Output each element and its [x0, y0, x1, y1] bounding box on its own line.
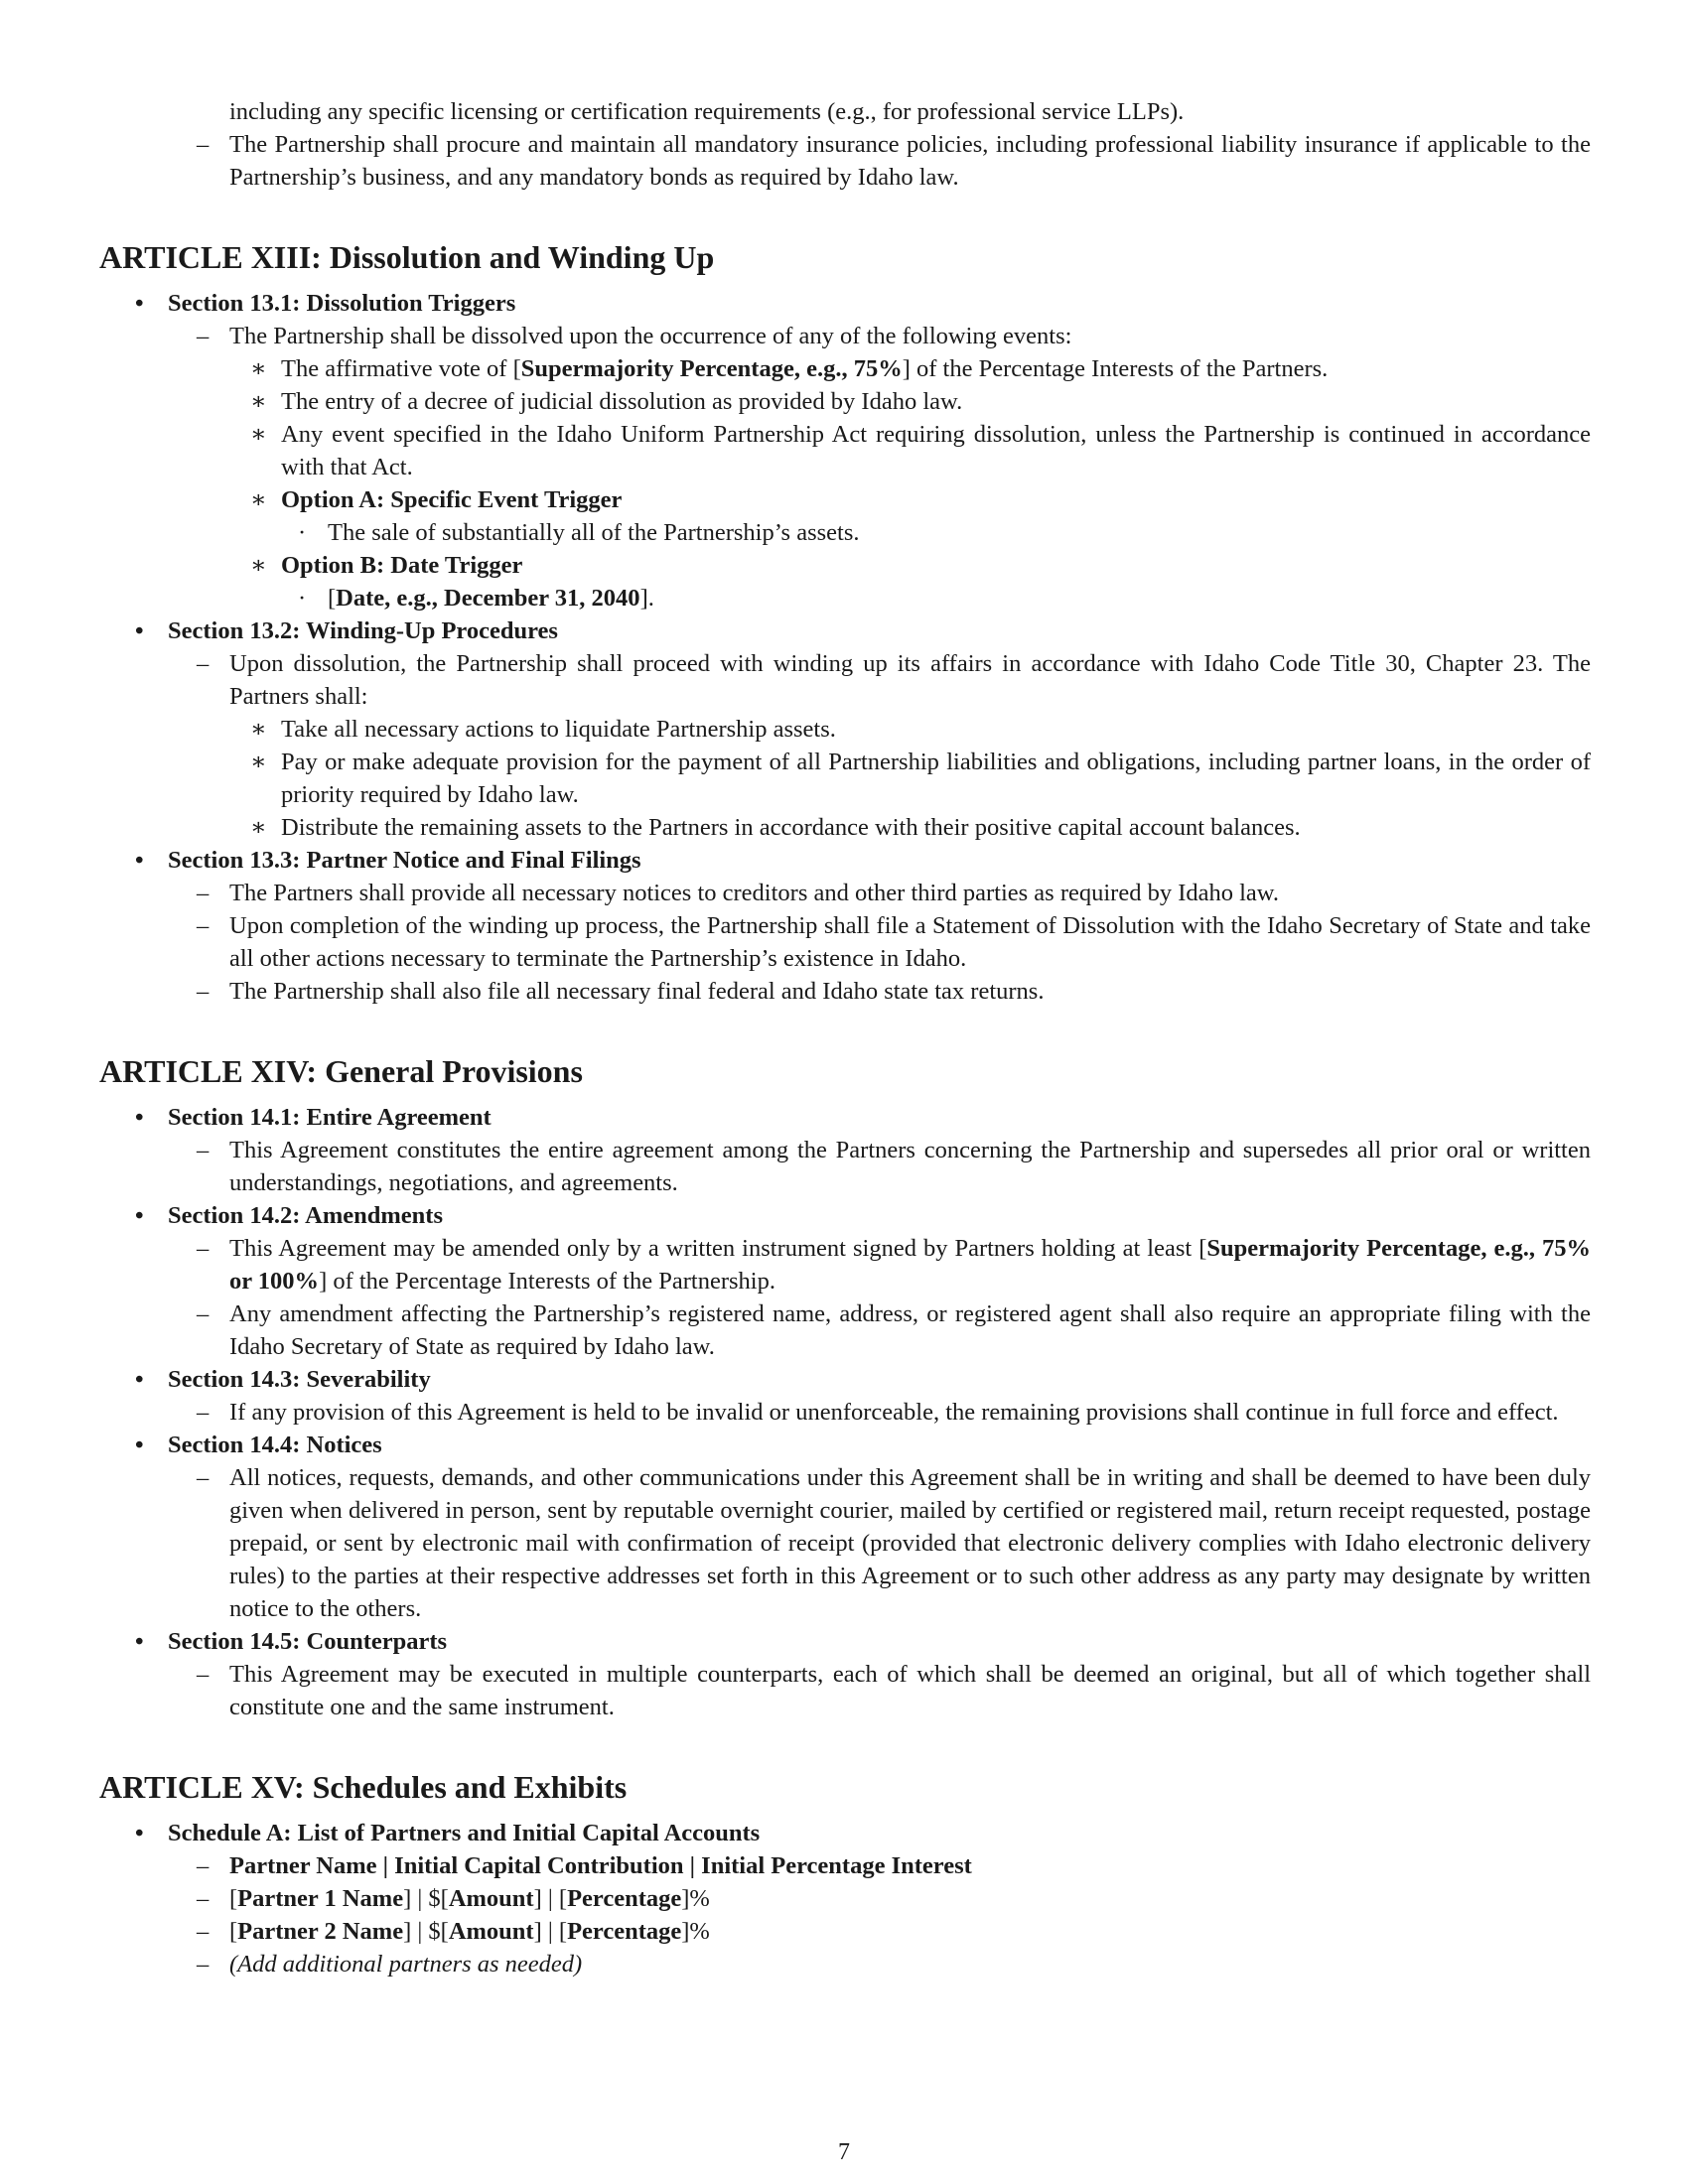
schedule-row: – [Partner 1 Name] | $[Amount] | [Percentage]%: [197, 1885, 710, 1912]
section-13-3-title: • Section 13.3: Partner Notice and Final Filings: [135, 847, 641, 874]
list-item: ∗ Option B: Date Trigger: [250, 552, 523, 579]
list-item: – Any amendment affecting the Partnership’s registered name, address, or registered agent shall also require an appropriate filing with the Idaho Secretary of State as required by Idaho law.: [197, 1300, 1591, 1360]
list-item: · The sale of substantially all of the Partnership’s assets.: [298, 519, 860, 546]
section-14-3-title: • Section 14.3: Severability: [135, 1366, 431, 1393]
schedule-row: – [Partner 2 Name] | $[Amount] | [Percentage]%: [197, 1918, 710, 1945]
schedule-header: – Partner Name | Initial Capital Contribution | Initial Percentage Interest: [197, 1852, 972, 1879]
list-item: ∗ The affirmative vote of [Supermajority Percentage, e.g., 75%] of the Percentage Interests of the Partners.: [250, 355, 1329, 382]
section-13-2-title: • Section 13.2: Winding-Up Procedures: [135, 617, 558, 644]
list-item: · [Date, e.g., December 31, 2040].: [298, 585, 654, 612]
section-14-2-title: • Section 14.2: Amendments: [135, 1202, 443, 1229]
section-14-1-title: • Section 14.1: Entire Agreement: [135, 1104, 492, 1131]
list-item: – This Agreement may be executed in multiple counterparts, each of which shall be deemed an original, but all of which together shall constitute one and the same instrument.: [197, 1661, 1591, 1720]
page-number: 7: [838, 2139, 850, 2165]
list-item: – If any provision of this Agreement is held to be invalid or unenforceable, the remaining provisions shall continue in full force and effect.: [197, 1399, 1559, 1426]
list-item: ∗ Take all necessary actions to liquidate Partnership assets.: [250, 716, 836, 743]
list-item: – The Partnership shall be dissolved upon the occurrence of any of the following events:: [197, 323, 1072, 349]
article-13-heading: ARTICLE XIII: Dissolution and Winding Up: [99, 239, 715, 275]
section-14-4-title: • Section 14.4: Notices: [135, 1432, 382, 1458]
dash-marker: –: [197, 131, 210, 158]
document-page: [99, 95, 1591, 1980]
list-item: – Upon completion of the winding up process, the Partnership shall file a Statement of Dissolution with the Idaho Secretary of State and take all other actions necessary to terminate the Partnership’s existence in Idaho.: [197, 912, 1591, 972]
list-item: – The Partnership shall also file all necessary final federal and Idaho state tax returns.: [197, 978, 1045, 1005]
list-item: ∗ Option A: Specific Event Trigger: [250, 486, 623, 513]
continued-text: including any specific licensing or certification requirements (e.g., for professional service LLPs).: [229, 98, 1185, 125]
list-item: – All notices, requests, demands, and other communications under this Agreement shall be in writing and shall be deemed to have been duly given when delivered in person, sent by reputable overnight courier, mailed by certified or registered mail, return receipt requested, postage prepaid, or sent by electronic mail with confirmation of receipt (provided that electronic delivery complies with Idaho electronic delivery rules) to the parties at their respective addresses set forth in this Agreement or to such other address as any party may designate by written notice to the others.: [197, 1464, 1591, 1622]
list-item: – This Agreement may be amended only by a written instrument signed by Partners holding at least [Supermajority Percentage, e.g., 75% or 100%] of the Percentage Interests of the Partnership.: [197, 1235, 1591, 1295]
list-item: – The Partners shall provide all necessary notices to creditors and other third parties as required by Idaho law.: [197, 880, 1280, 906]
list-item: – The Partnership shall procure and maintain all mandatory insurance policies, including professional liability insurance if applicable to the Partnership’s business, and any mandatory bonds as required by Idaho law.: [99, 128, 1591, 194]
schedule-a-title: • Schedule A: List of Partners and Initial Capital Accounts: [135, 1820, 761, 1846]
list-item: ∗ The entry of a decree of judicial dissolution as provided by Idaho law.: [250, 388, 963, 415]
list-item: – This Agreement constitutes the entire agreement among the Partners concerning the Partnership and supersedes all prior oral or written understandings, negotiations, and agreements.: [197, 1137, 1591, 1196]
section-14-5-title: • Section 14.5: Counterparts: [135, 1628, 448, 1655]
list-item: ∗ Pay or make adequate provision for the payment of all Partnership liabilities and obligations, including partner loans, in the order of priority required by Idaho law.: [250, 749, 1591, 808]
article-15-heading: ARTICLE XV: Schedules and Exhibits: [99, 1769, 628, 1805]
list-item: – Upon dissolution, the Partnership shall proceed with winding up its affairs in accordance with Idaho Code Title 30, Chapter 23. The Partners shall:: [197, 650, 1591, 710]
list-item: ∗ Distribute the remaining assets to the Partners in accordance with their positive capital account balances.: [250, 814, 1301, 841]
list-item: ∗ Any event specified in the Idaho Uniform Partnership Act requiring dissolution, unless the Partnership is continued in accordance with that Act.: [250, 421, 1591, 480]
schedule-note: – (Add additional partners as needed): [197, 1951, 583, 1978]
article-14-heading: ARTICLE XIV: General Provisions: [99, 1053, 583, 1089]
section-13-1-title: • Section 13.1: Dissolution Triggers: [135, 290, 516, 317]
